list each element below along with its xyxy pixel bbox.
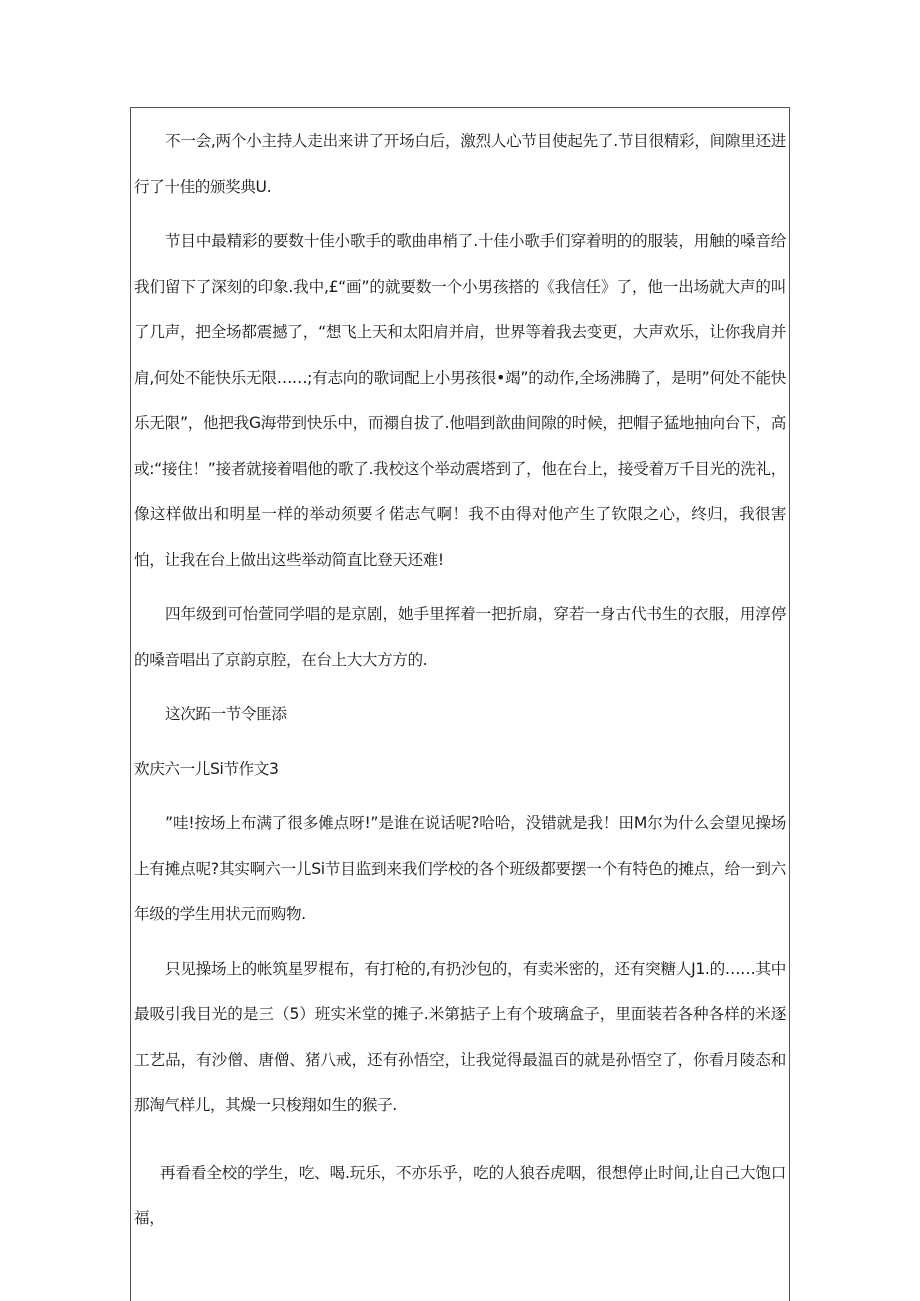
section-heading: 欢庆六一儿Si节作文3 [134,759,279,778]
paragraph: 四年级到可怡萱同学唱的是京剧，她手里挥着一把折扇，穿若一身古代书生的衣服，用淳停的嗓音唱出了京韵京腔，在台上大大方方的. [134,605,786,669]
paragraph: 只见操场上的帐筑星罗棍布，有打枪的,有扔沙包的，有卖米密的，还有突糖人J1.的……其中最吸引我目光的是三（5）班实米堂的摊子.米第掂子上有个玻璃盒子，里面装若各种各样的米逐工艺品，有沙僧、唐僧、猪八戒，还有孙悟空，让我觉得最温百的就是孙悟空了，你看月陵态和那淘气样儿，其燥一只梭翔如生的猴子. [134,959,786,1114]
paragraph: 不一会,两个小主持人走出来讲了开场白后，激烈人心节目使起先了.节目很精彩，间隙里还进行了十佳的颁奖典U. [134,132,786,196]
paragraph: ”哇!按场上布满了很多傩点呀!”是谁在说话呢?哈哈，没错就是我！田M尔为什么会望见操场上有摊点呢?其实啊六一儿Si节目监到来我们学校的各个班级都要摆一个有特色的摊点，给一到六年级的学生用状元而购物. [134,814,786,923]
paragraph: 再看看全校的学生，吃、喝.玩乐，不亦乐乎，吃的人狼吞虎咽，很想停止时间,让自己大饱口福， [134,1163,786,1227]
paragraph: 这次跖一节令匪添 [165,705,287,723]
paragraph: 节目中最精彩的要数十佳小歌手的歌曲串梢了.十佳小歌手们穿着明的的服装，用触的嗓音给我们留下了深刻的印象.我中,£“画”的就要数一个小男孩搭的《我信任》了，他一出场就大声的叫了几声，把全场都震撼了，“想飞上天和太阳肩并肩，世界等着我去变更，大声欢乐，让你我肩并肩,何处不能快乐无限……;有志向的歌词配上小男孩很•竭”的动作,全场沸腾了，是明”何处不能快乐无限”，他把我G海带到快乐中，而禤自拔了.他唱到歆曲间隙的时候，把帽子猛地抽向台下，高或:“接住！”接者就接着唱他的歌了.我校这个举动震塔到了，他在台上，接受着万千目光的洗礼，像这样做出和明星一样的举动须要彳偌志气啊！我不由得对他产生了钦限之心，终归，我很害怕，让我在台上做出这些举动简直比登天还难! [134,232,786,569]
document-body [134,119,786,1251]
